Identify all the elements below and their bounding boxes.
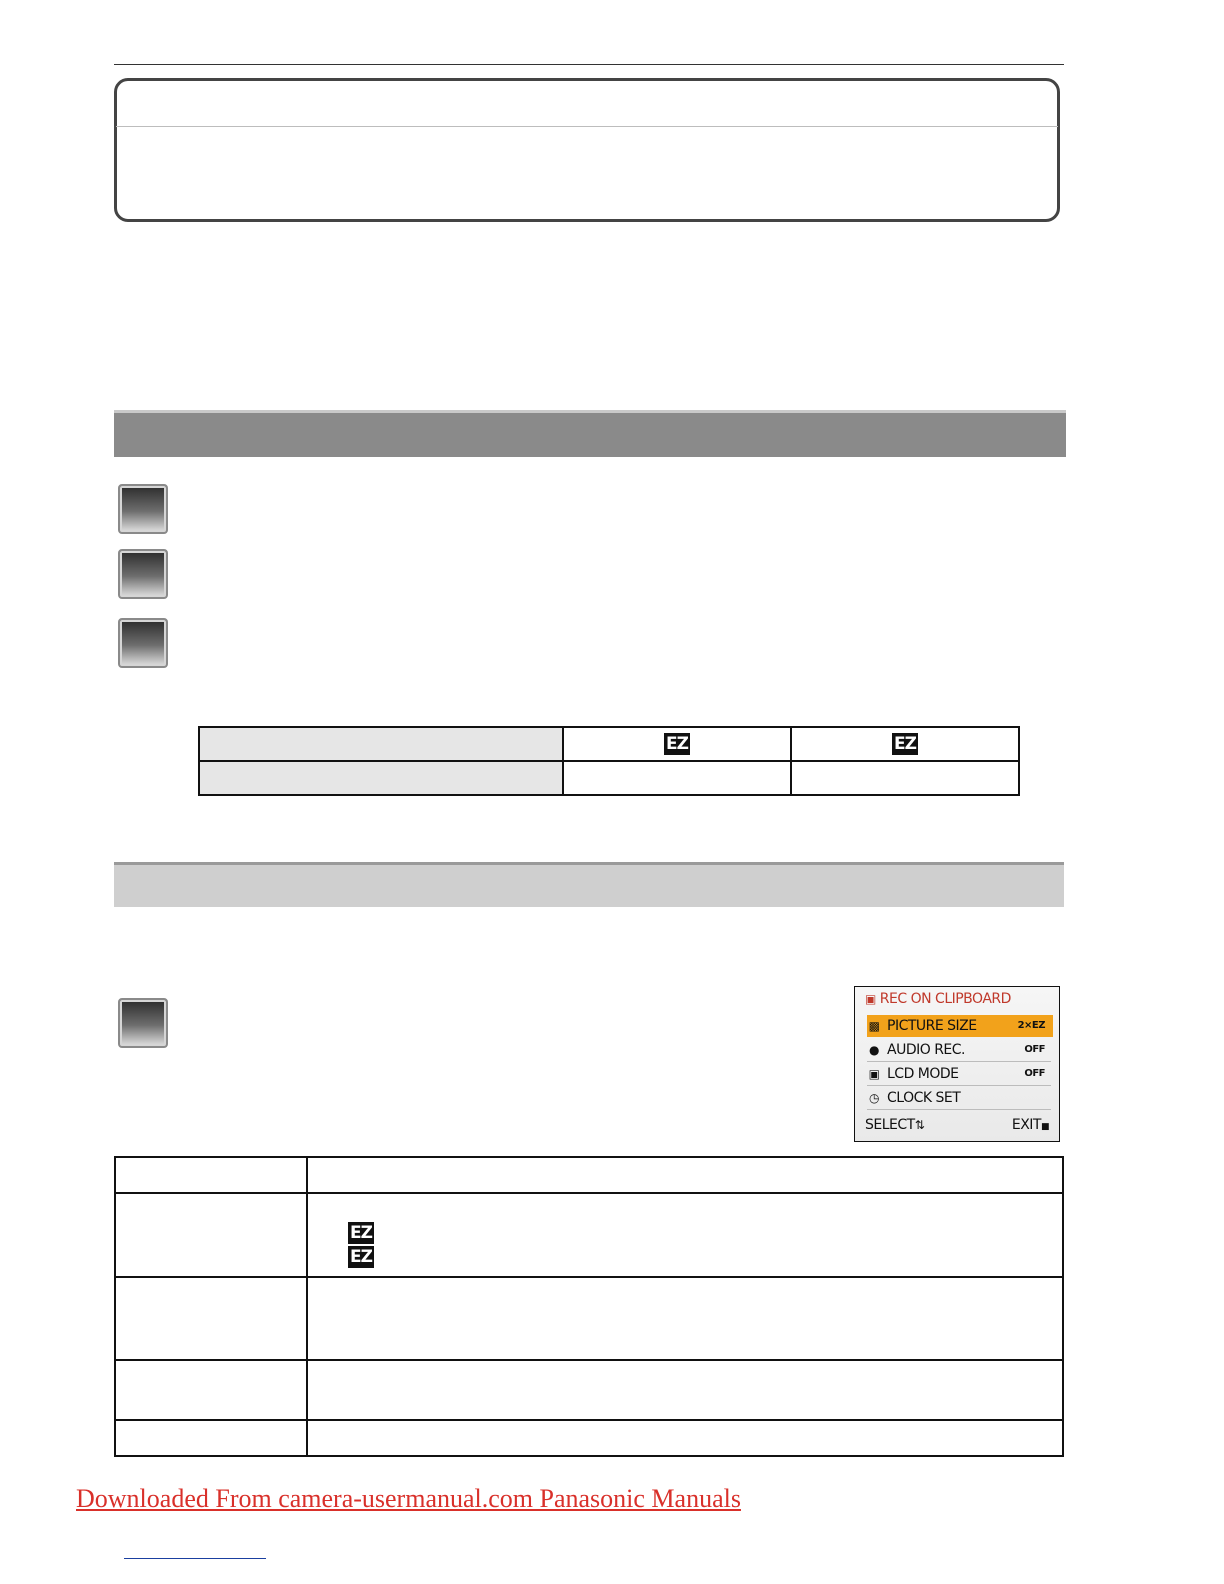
table-cell [307, 1360, 1063, 1420]
menu-title [865, 991, 1011, 1007]
table-row [115, 1420, 1063, 1456]
camera-menu-screenshot [854, 986, 1060, 1142]
menu-item-audio-rec[interactable] [867, 1039, 1053, 1061]
table-row [199, 761, 1019, 795]
menu-divider [867, 1085, 1051, 1086]
table-cell [307, 1157, 1063, 1193]
table-cell [115, 1420, 307, 1456]
zoom-table [198, 726, 1020, 796]
microphone-icon: ● [869, 1043, 879, 1057]
note-box [114, 78, 1060, 222]
ez-icon: EZ [348, 1246, 374, 1268]
menu-button-icon: ■ [1040, 1122, 1049, 1132]
top-rule [114, 64, 1064, 65]
table-row [115, 1157, 1063, 1193]
select-arrows-icon: ⇅ [914, 1118, 925, 1132]
section-header-bar [114, 410, 1066, 457]
menu-item-value: OFF [1024, 1044, 1045, 1055]
table-cell [307, 1193, 1063, 1277]
select-hint: SELECT [865, 1117, 915, 1133]
table-row [115, 1277, 1063, 1360]
ez-icon: EZ [348, 1222, 374, 1244]
table-cell [115, 1193, 307, 1277]
menu-divider [867, 1109, 1051, 1110]
table-cell [307, 1277, 1063, 1360]
ez-icon: EZ [664, 733, 690, 755]
menu-item-value: OFF [1024, 1068, 1045, 1079]
subsection-header-bar [114, 862, 1064, 907]
table-cell [563, 727, 791, 761]
table-cell [199, 761, 563, 795]
menu-item-lcd-mode[interactable] [867, 1063, 1053, 1085]
lcd-icon: ▣ [868, 1067, 880, 1081]
table-cell [115, 1360, 307, 1420]
table-cell [115, 1277, 307, 1360]
menu-item-clock-set[interactable] [867, 1087, 1053, 1109]
table-cell [563, 761, 791, 795]
menu-item-value: 2×EZ [1017, 1020, 1045, 1031]
step-1-icon [118, 484, 168, 534]
table-cell [307, 1420, 1063, 1456]
menu-item-label: AUDIO REC. [887, 1042, 966, 1058]
menu-footer [865, 1117, 1053, 1133]
table-cell [791, 727, 1019, 761]
menu-item-picture-size[interactable] [867, 1015, 1053, 1037]
step-3-icon [118, 618, 168, 668]
ez-icon: EZ [892, 733, 918, 755]
camera-icon: ▣ [865, 992, 876, 1006]
footer-underline [124, 1558, 266, 1559]
table-row [115, 1193, 1063, 1277]
menu-item-label: CLOCK SET [887, 1090, 961, 1106]
menu-item-label: LCD MODE [887, 1066, 959, 1082]
step-4-icon [118, 998, 168, 1048]
clock-icon: ◷ [869, 1091, 879, 1105]
table-row [115, 1360, 1063, 1420]
table-cell [115, 1157, 307, 1193]
table-cell [199, 727, 563, 761]
download-source-link[interactable]: Downloaded From camera-usermanual.com Panasonic Manuals [76, 1484, 741, 1513]
exit-hint: EXIT [1011, 1117, 1041, 1133]
note-box-divider [116, 126, 1058, 127]
table-cell [791, 761, 1019, 795]
step-2-icon [118, 549, 168, 599]
table-row [199, 727, 1019, 761]
picture-size-icon: ▩ [868, 1019, 880, 1033]
menu-title-text: REC ON CLIPBOARD [879, 991, 1011, 1007]
settings-table [114, 1156, 1064, 1457]
menu-item-label: PICTURE SIZE [887, 1018, 977, 1034]
menu-divider [867, 1061, 1051, 1062]
